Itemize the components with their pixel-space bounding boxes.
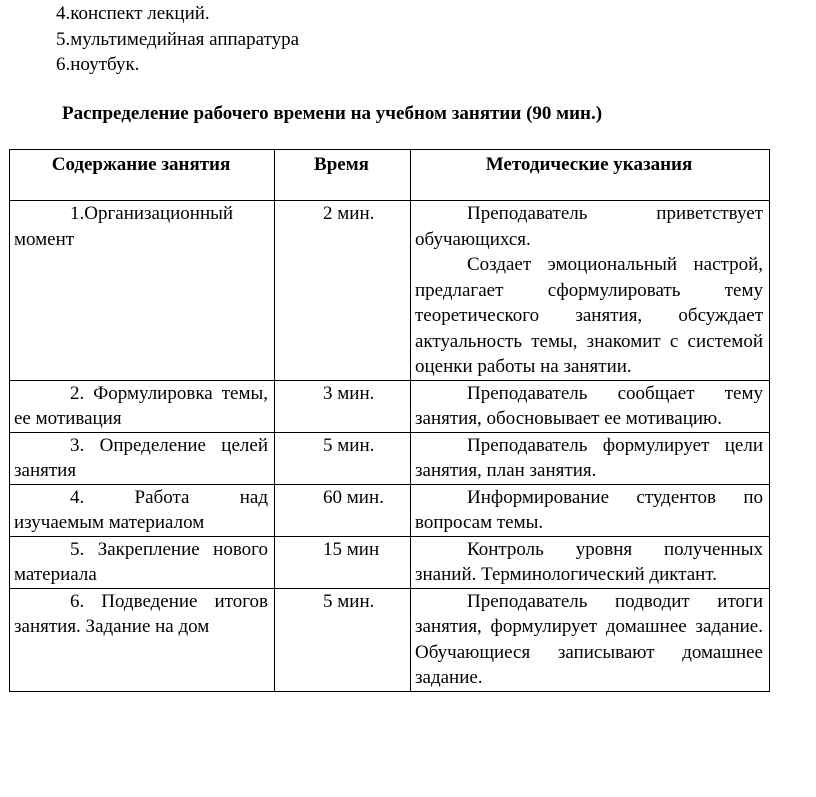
row-time: 5 мин.	[275, 588, 411, 691]
time-distribution-table	[9, 149, 770, 692]
table-row	[10, 432, 770, 484]
header-content: Содержание занятия	[10, 150, 275, 201]
row-content: 2. Формулировка темы, ее мотивация	[10, 380, 275, 432]
row-content: 1.Организационный момент	[10, 201, 275, 381]
row-notes: Контроль уровня полученных знаний. Терминологический диктант.	[411, 536, 770, 588]
row-time: 3 мин.	[275, 380, 411, 432]
row-notes: Преподаватель формулирует цели занятия, план занятия.	[411, 432, 770, 484]
row-content: 6. Подведение итогов занятия. Задание на дом	[10, 588, 275, 691]
header-time: Время	[275, 150, 411, 201]
row-time: 5 мин.	[275, 432, 411, 484]
table-row	[10, 484, 770, 536]
row-time: 15 мин	[275, 536, 411, 588]
row-notes: Преподаватель приветствует обучающихся. Создает эмоциональный настрой, предлагает сформулировать тему теоретического занятия, обсуждает актуальность темы, знакомит с системой оценки работы на занятии.	[411, 201, 770, 381]
row-content: 4. Работа над изучаемым материалом	[10, 484, 275, 536]
row-content: 3. Определение целей занятия	[10, 432, 275, 484]
row-notes: Информирование студентов по вопросам темы.	[411, 484, 770, 536]
table-row	[10, 588, 770, 691]
list-item: 5.мультимедийная аппаратура	[56, 28, 300, 50]
section-heading: Распределение рабочего времени на учебном занятии (90 мин.)	[62, 103, 603, 124]
list-item: 6.ноутбук.	[56, 54, 140, 75]
row-content: 5. Закрепление нового материала	[10, 536, 275, 588]
equipment-list	[56, 1, 299, 78]
table-row	[10, 201, 770, 381]
row-time: 60 мин.	[275, 484, 411, 536]
list-item: 4.конспект лекций.	[56, 3, 210, 24]
row-time: 2 мин.	[275, 201, 411, 381]
row-notes: Преподаватель сообщает тему занятия, обосновывает ее мотивацию.	[411, 380, 770, 432]
row-notes: Преподаватель подводит итоги занятия, формулирует домашнее задание. Обучающиеся записывают домашнее задание.	[411, 588, 770, 691]
header-notes: Методические указания	[411, 150, 770, 201]
table-row	[10, 536, 770, 588]
table-header-row	[10, 150, 770, 201]
table-row	[10, 380, 770, 432]
